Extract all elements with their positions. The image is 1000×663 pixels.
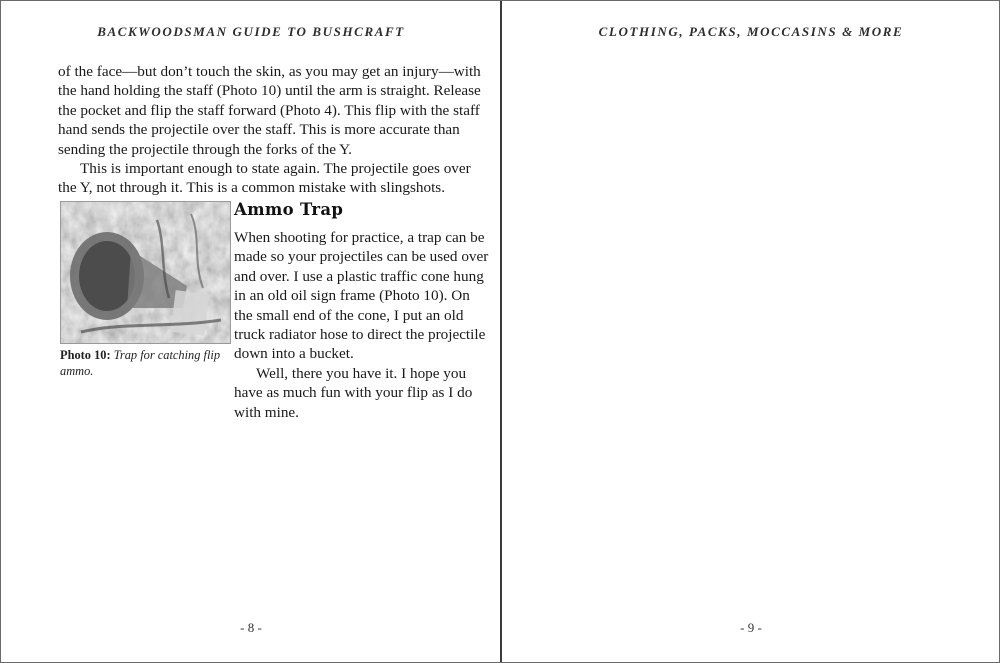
ammo-trap-column — [234, 200, 492, 422]
page-left — [1, 1, 501, 663]
photo-caption — [60, 348, 236, 379]
intro-paragraph-2: This is important enough to state again. The projectile goes over the Y, not through it. This is a common mistake with slingshots. — [58, 160, 471, 197]
page-number-right: - 9 - — [740, 620, 762, 635]
ammo-trap-photo-graphic — [61, 202, 230, 343]
page-gutter-divider — [500, 1, 502, 663]
photo-ammo-trap — [60, 201, 231, 344]
running-head-right: CLOTHING, PACKS, MOCCASINS & MORE — [598, 24, 904, 39]
ammo-paragraph-2: Well, there you have it. I hope you have as much fun with your flip as I do with mine. — [234, 364, 473, 421]
ammo-trap-heading: Ammo Trap — [234, 200, 344, 219]
running-head-left: BACKWOODSMAN GUIDE TO BUSHCRAFT — [97, 24, 405, 39]
intro-text-block — [58, 62, 482, 198]
photo-caption-text: Trap for catching flip ammo. — [60, 348, 221, 378]
photo-caption-label: Photo 10: — [60, 348, 111, 362]
page-number-left: - 8 - — [240, 620, 262, 635]
page-right — [501, 1, 1000, 663]
intro-paragraph-1: of the face—but don’t touch the skin, as you may get an injury—with the hand holding the staff (Photo 10) until the arm is straight. Release the pocket and flip the staff forward (Photo 4). This flip with the staff hand sends the projectile over the staff. This is more accurate than sending the projectile through the forks of the Y. — [58, 63, 481, 158]
ammo-paragraph-1: When shooting for practice, a trap can be made so your projectiles can be used over and over. I use a plastic traffic cone hung in an old oil sign frame (Photo 10). On the small end of the cone, I put an old truck radiator hose to direct the projectile down into a bucket. — [234, 229, 489, 363]
